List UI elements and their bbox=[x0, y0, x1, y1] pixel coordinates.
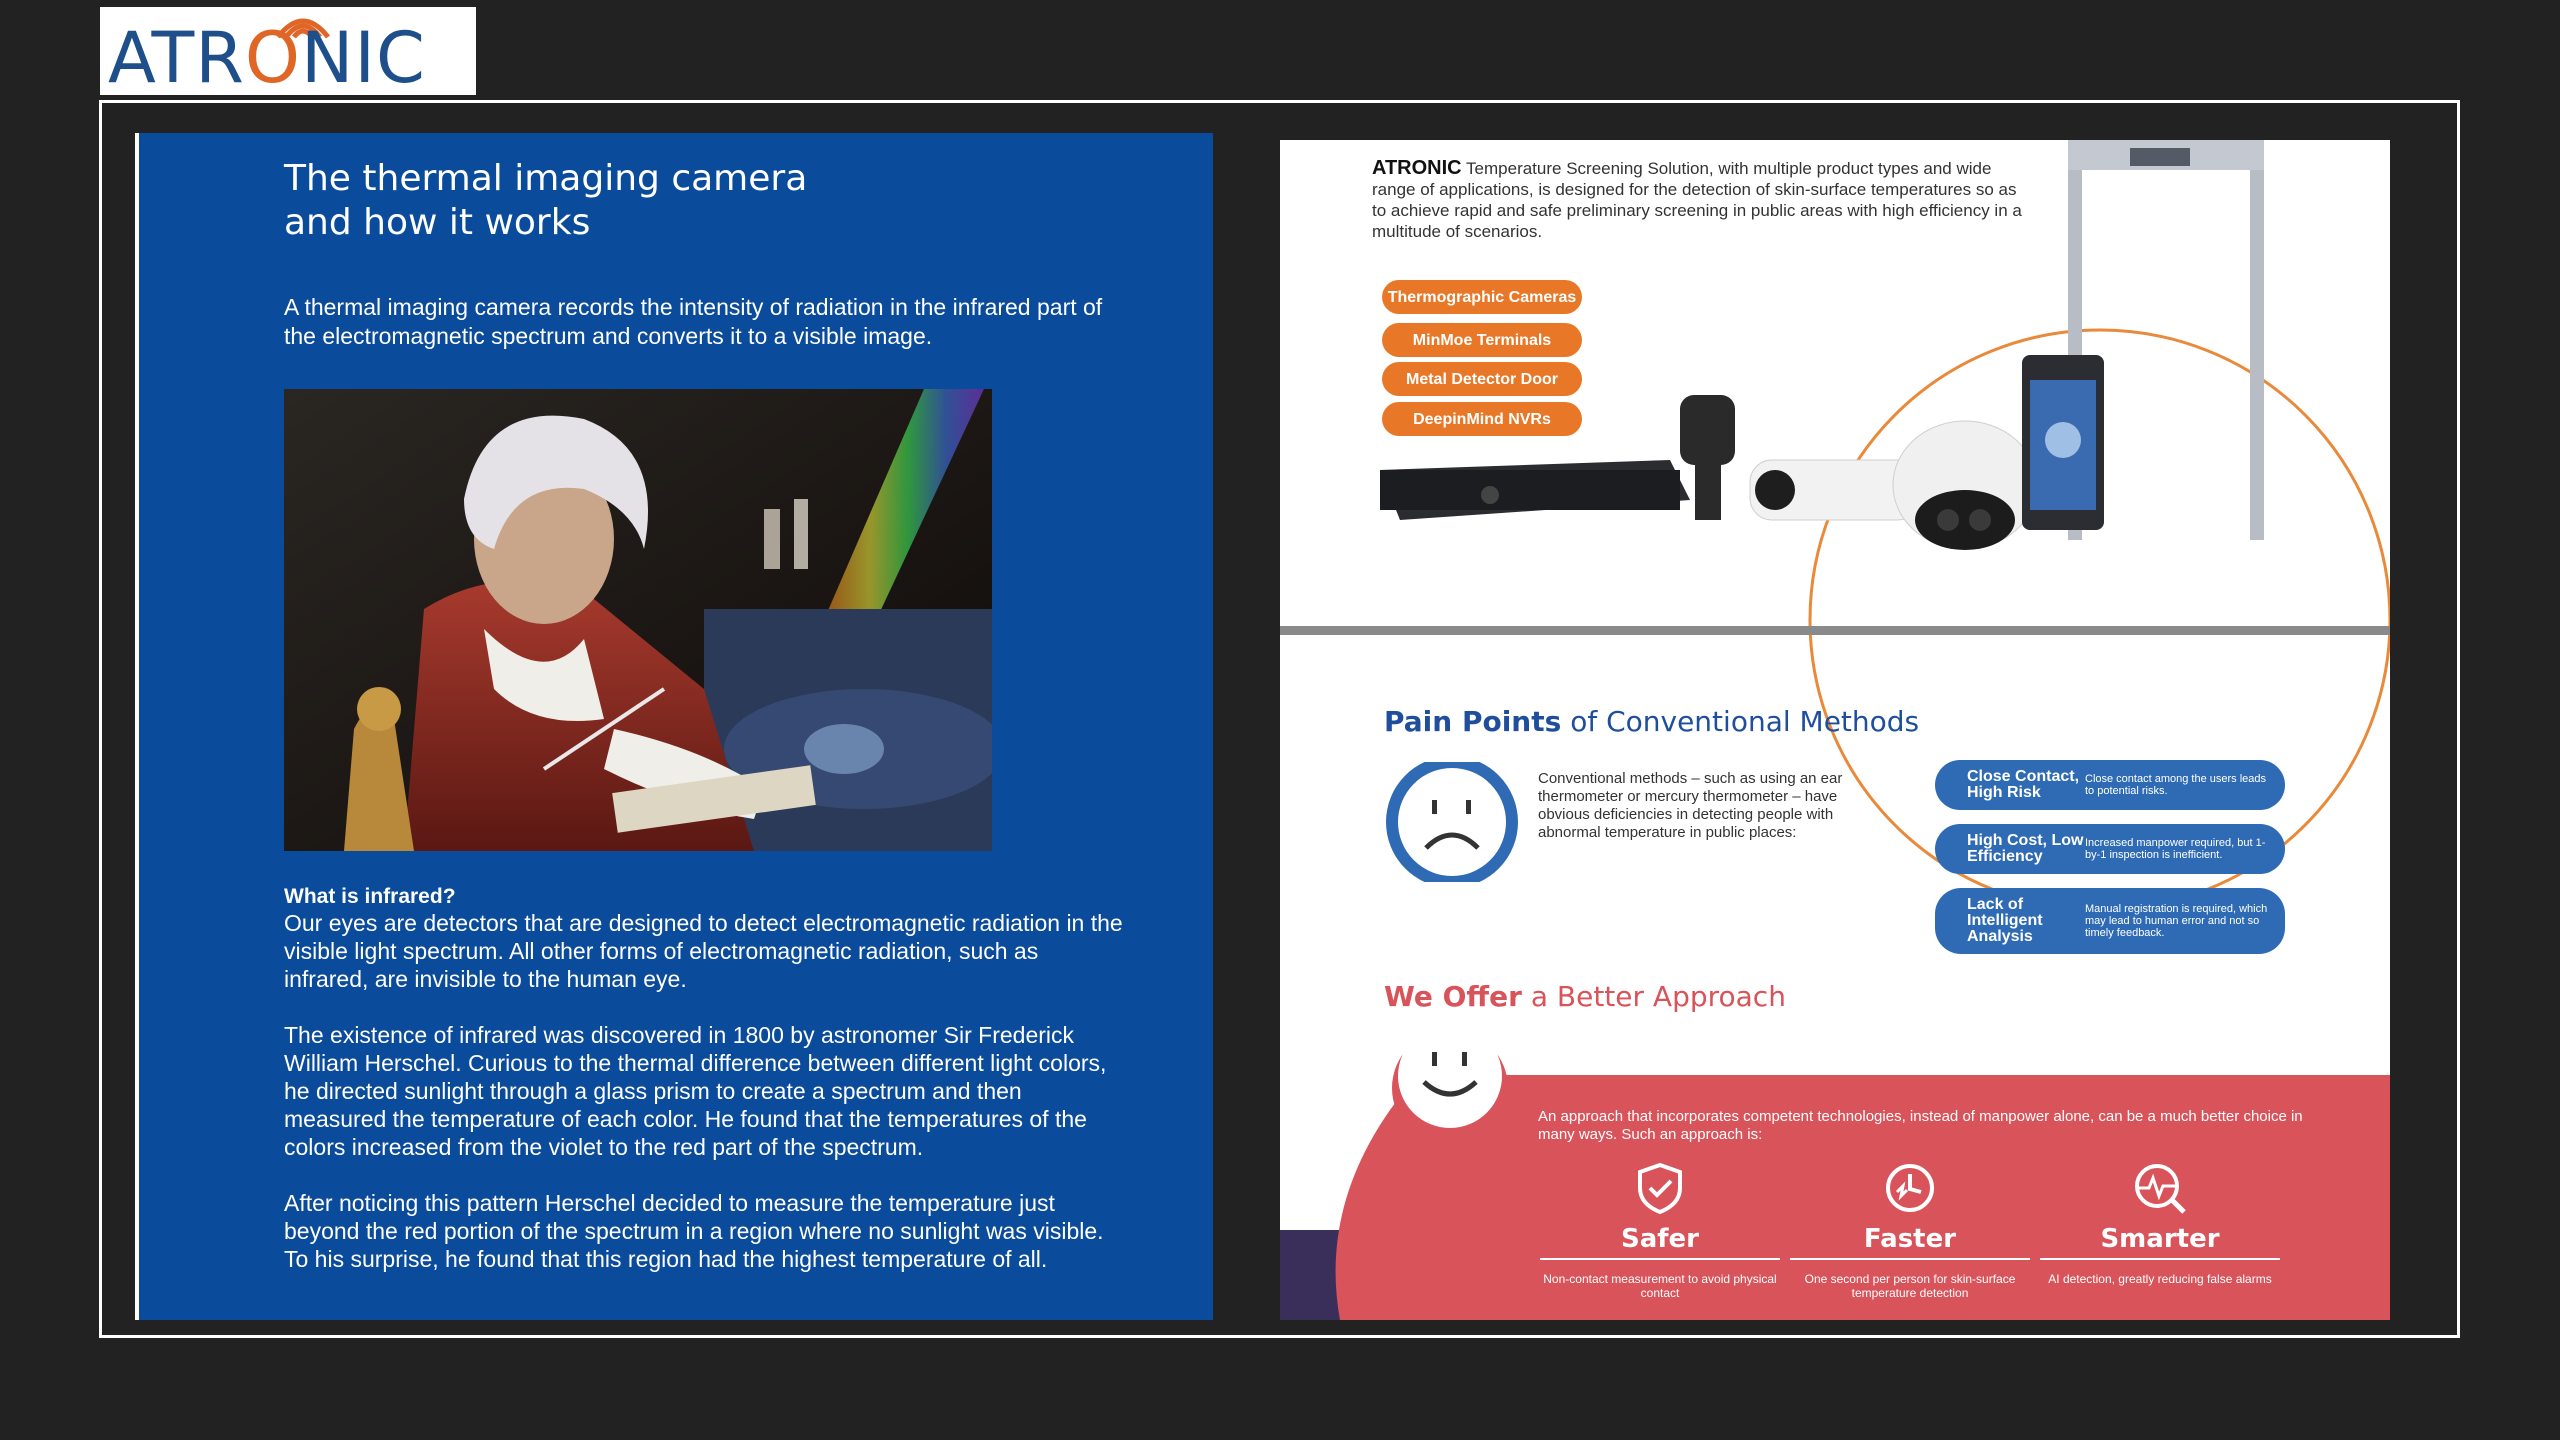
infrared-paragraph-3: After noticing this pattern Herschel decided to measure the temperature just beyond the red portion of the spectrum in a region where no sunlight was visible. To his surprise, he found that this region had the highest temperature of all. bbox=[284, 1190, 1104, 1272]
offer-title: We Offer a Better Approach bbox=[1384, 980, 1786, 1013]
pain-points-title: Pain Points of Conventional Methods bbox=[1384, 705, 1920, 738]
feature-smarter: Smarter AI detection, greatly reducing false alarms bbox=[2040, 1162, 2280, 1286]
logo-wordmark: ATRONIC bbox=[108, 17, 426, 99]
feature-faster: Faster One second per person for skin-surface temperature detection bbox=[1790, 1162, 2030, 1300]
offer-text: An approach that incorporates competent technologies, instead of manpower alone, can be a much better choice in many ways. Such an approach is: bbox=[1538, 1108, 2303, 1143]
pill-metal-detector-door: Metal Detector Door bbox=[1382, 362, 1582, 396]
pain-points-text: Conventional methods – such as using an ear thermometer or mercury thermometer – have obvious deficiencies in detecting people with abnormal temperature in public places: bbox=[1538, 770, 1843, 841]
sad-face-icon bbox=[1384, 762, 1520, 882]
pulse-search-icon bbox=[2131, 1162, 2189, 1214]
infrared-paragraph-1: Our eyes are detectors that are designed to detect electromagnetic radiation in the visible light spectrum. All other forms of electromagnetic radiation, such as infrared, are invisible to the human eye. bbox=[284, 910, 1123, 992]
pill-thermographic-cameras: Thermographic Cameras bbox=[1382, 280, 1582, 314]
pain-item-close-contact: Close Contact, High Risk Close contact among the users leads to potential risks. bbox=[1935, 760, 2285, 810]
pill-deepinmind-nvrs: DeepinMind NVRs bbox=[1382, 402, 1582, 436]
herschel-photo bbox=[284, 389, 992, 851]
solution-intro: ATRONIC Temperature Screening Solution, with multiple product types and wide range of applications, is designed for the detection of skin-surface temperatures so as to achieve rapid and safe preliminary screening in public areas with high efficiency in a multitude of scenarios. bbox=[1372, 157, 2022, 241]
pain-item-lack-analysis: Lack of Intelligent Analysis Manual registration is required, which may lead to human error and not so timely feedback. bbox=[1935, 888, 2285, 954]
page-title: The thermal imaging camera and how it works bbox=[284, 158, 808, 243]
pain-item-high-cost: High Cost, Low Efficiency Increased manpower required, but 1-by-1 inspection is inefficient. bbox=[1935, 824, 2285, 874]
pill-minmoe-terminals: MinMoe Terminals bbox=[1382, 323, 1582, 357]
fast-clock-icon bbox=[1883, 1162, 1937, 1214]
atronic-logo bbox=[100, 7, 476, 99]
happy-face-icon bbox=[1394, 1020, 1506, 1132]
subheading-infrared: What is infrared? bbox=[284, 885, 456, 908]
thermal-camera-page bbox=[135, 133, 1213, 1320]
intro-paragraph: A thermal imaging camera records the intensity of radiation in the infrared part of the electromagnetic spectrum and converts it to a visible image. bbox=[284, 294, 1103, 349]
screening-solution-page bbox=[1280, 140, 2390, 1320]
shield-check-icon bbox=[1635, 1162, 1685, 1214]
feature-safer: Safer Non-contact measurement to avoid physical contact bbox=[1540, 1162, 1780, 1300]
infrared-paragraph-2: The existence of infrared was discovered in 1800 by astronomer Sir Frederick William Herschel. Curious to the thermal difference between different light colors, he directed sunlight through a glass prism to create a spectrum and then measured the temperature of each color. He found that the temperatures of the colors increased from the violet to the red part of the spectrum. bbox=[284, 1022, 1107, 1160]
